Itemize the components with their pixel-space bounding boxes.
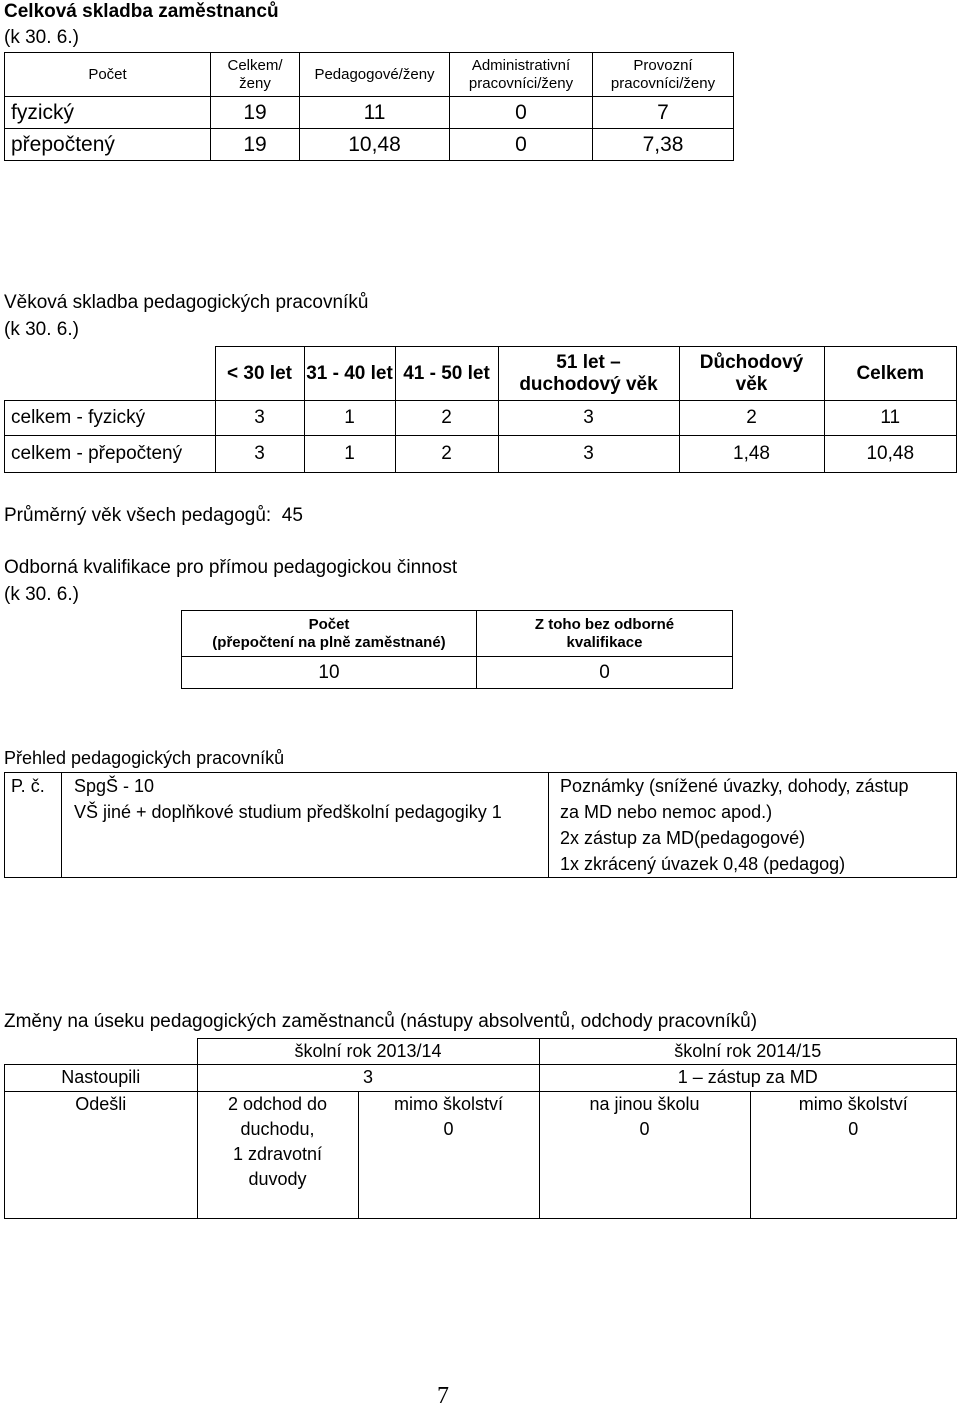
row-label: přepočtený [5, 129, 211, 161]
row-label: Nastoupili [5, 1065, 198, 1092]
cell: 0 [450, 97, 593, 129]
section3-title: Odborná kvalifikace pro přímou pedagogickou činnost [4, 557, 458, 578]
row-label: celkem - fyzický [5, 401, 216, 436]
year1-header: školní rok 2013/14 [197, 1039, 539, 1065]
qualification-table [181, 610, 733, 689]
cell: 19 [211, 97, 300, 129]
header-pocet: Počet [5, 53, 211, 97]
header-51-retirement: 51 let – duchodový věk [498, 347, 679, 401]
cell: 11 [824, 401, 957, 436]
header-31-40: 31 - 40 let [304, 347, 395, 401]
section2-title: Věková skladba pedagogických pracovníků [4, 292, 369, 313]
unqualified-value: 0 [477, 657, 733, 689]
cell: 2 odchod do duchodu, 1 zdravotní duvody [197, 1092, 358, 1219]
cell: 3 [498, 401, 679, 436]
table-row [5, 129, 734, 161]
section2-date: (k 30. 6.) [4, 319, 79, 340]
staff-overview-table [4, 772, 957, 878]
table-row [5, 401, 957, 436]
cell: 11 [300, 97, 450, 129]
table-row [5, 1092, 957, 1219]
section1-title: Celková skladba zaměstnanců [4, 1, 279, 22]
section3-date: (k 30. 6.) [4, 584, 79, 605]
row-label: celkem - přepočtený [5, 436, 216, 473]
cell: 2 [395, 401, 498, 436]
cell: 3 [498, 436, 679, 473]
section5-title: Změny na úseku pedagogických zaměstnanců (nástupy absolventů, odchody pracovníků) [4, 1011, 758, 1032]
cell: 7,38 [593, 129, 734, 161]
staff-changes-table [4, 1038, 957, 1219]
col-number: P. č. [5, 773, 62, 878]
year2-header: školní rok 2014/15 [539, 1039, 957, 1065]
cell: 1 – zástup za MD [539, 1065, 957, 1092]
header-retirement-age: Důchodový věk [679, 347, 824, 401]
employee-composition-table [4, 52, 734, 161]
cell: na jinou školu 0 [539, 1092, 750, 1219]
count-value: 10 [182, 657, 477, 689]
page-number: 7 [437, 1383, 449, 1409]
cell: 2 [395, 436, 498, 473]
col-qualifications: SpgŠ - 10 VŠ jiné + doplňkové studium předškolní pedagogiky 1 [62, 773, 549, 878]
header-unqualified: Z toho bez odborné kvalifikace [477, 611, 733, 657]
section4-title: Přehled pedagogických pracovníků [4, 748, 285, 768]
table-row [5, 1065, 957, 1092]
cell: 19 [211, 129, 300, 161]
cell: 2 [679, 401, 824, 436]
empty-cell [5, 1039, 198, 1065]
cell: 1 [304, 401, 395, 436]
cell: 0 [450, 129, 593, 161]
header-celkem: Celkem/ ženy [211, 53, 300, 97]
cell: 1,48 [679, 436, 824, 473]
cell: 3 [215, 401, 304, 436]
header-provozni: Provozní pracovníci/ženy [593, 53, 734, 97]
header-under30: < 30 let [215, 347, 304, 401]
header-total: Celkem [824, 347, 957, 401]
row-label: Odešli [5, 1092, 198, 1219]
header-41-50: 41 - 50 let [395, 347, 498, 401]
cell: 3 [197, 1065, 539, 1092]
age-structure-table [4, 346, 957, 473]
row-label: fyzický [5, 97, 211, 129]
col-notes: Poznámky (snížené úvazky, dohody, zástup za MD nebo nemoc apod.) 2x zástup za MD(pedagogové) 1x zkrácený úvazek 0,48 (pedagog) [549, 773, 957, 878]
header-administrativni: Administrativní pracovníci/ženy [450, 53, 593, 97]
cell: 10,48 [300, 129, 450, 161]
header-empty [5, 347, 216, 401]
cell: 10,48 [824, 436, 957, 473]
cell: 7 [593, 97, 734, 129]
table-row [5, 97, 734, 129]
average-age: Průměrný věk všech pedagogů: 45 [4, 505, 303, 526]
header-count: Počet (přepočtení na plně zaměstnané) [182, 611, 477, 657]
cell: 1 [304, 436, 395, 473]
cell: 3 [215, 436, 304, 473]
cell: mimo školství 0 [750, 1092, 957, 1219]
section1-date: (k 30. 6.) [4, 27, 79, 48]
header-pedagogove: Pedagogové/ženy [300, 53, 450, 97]
cell: mimo školství 0 [358, 1092, 539, 1219]
table-row [5, 436, 957, 473]
